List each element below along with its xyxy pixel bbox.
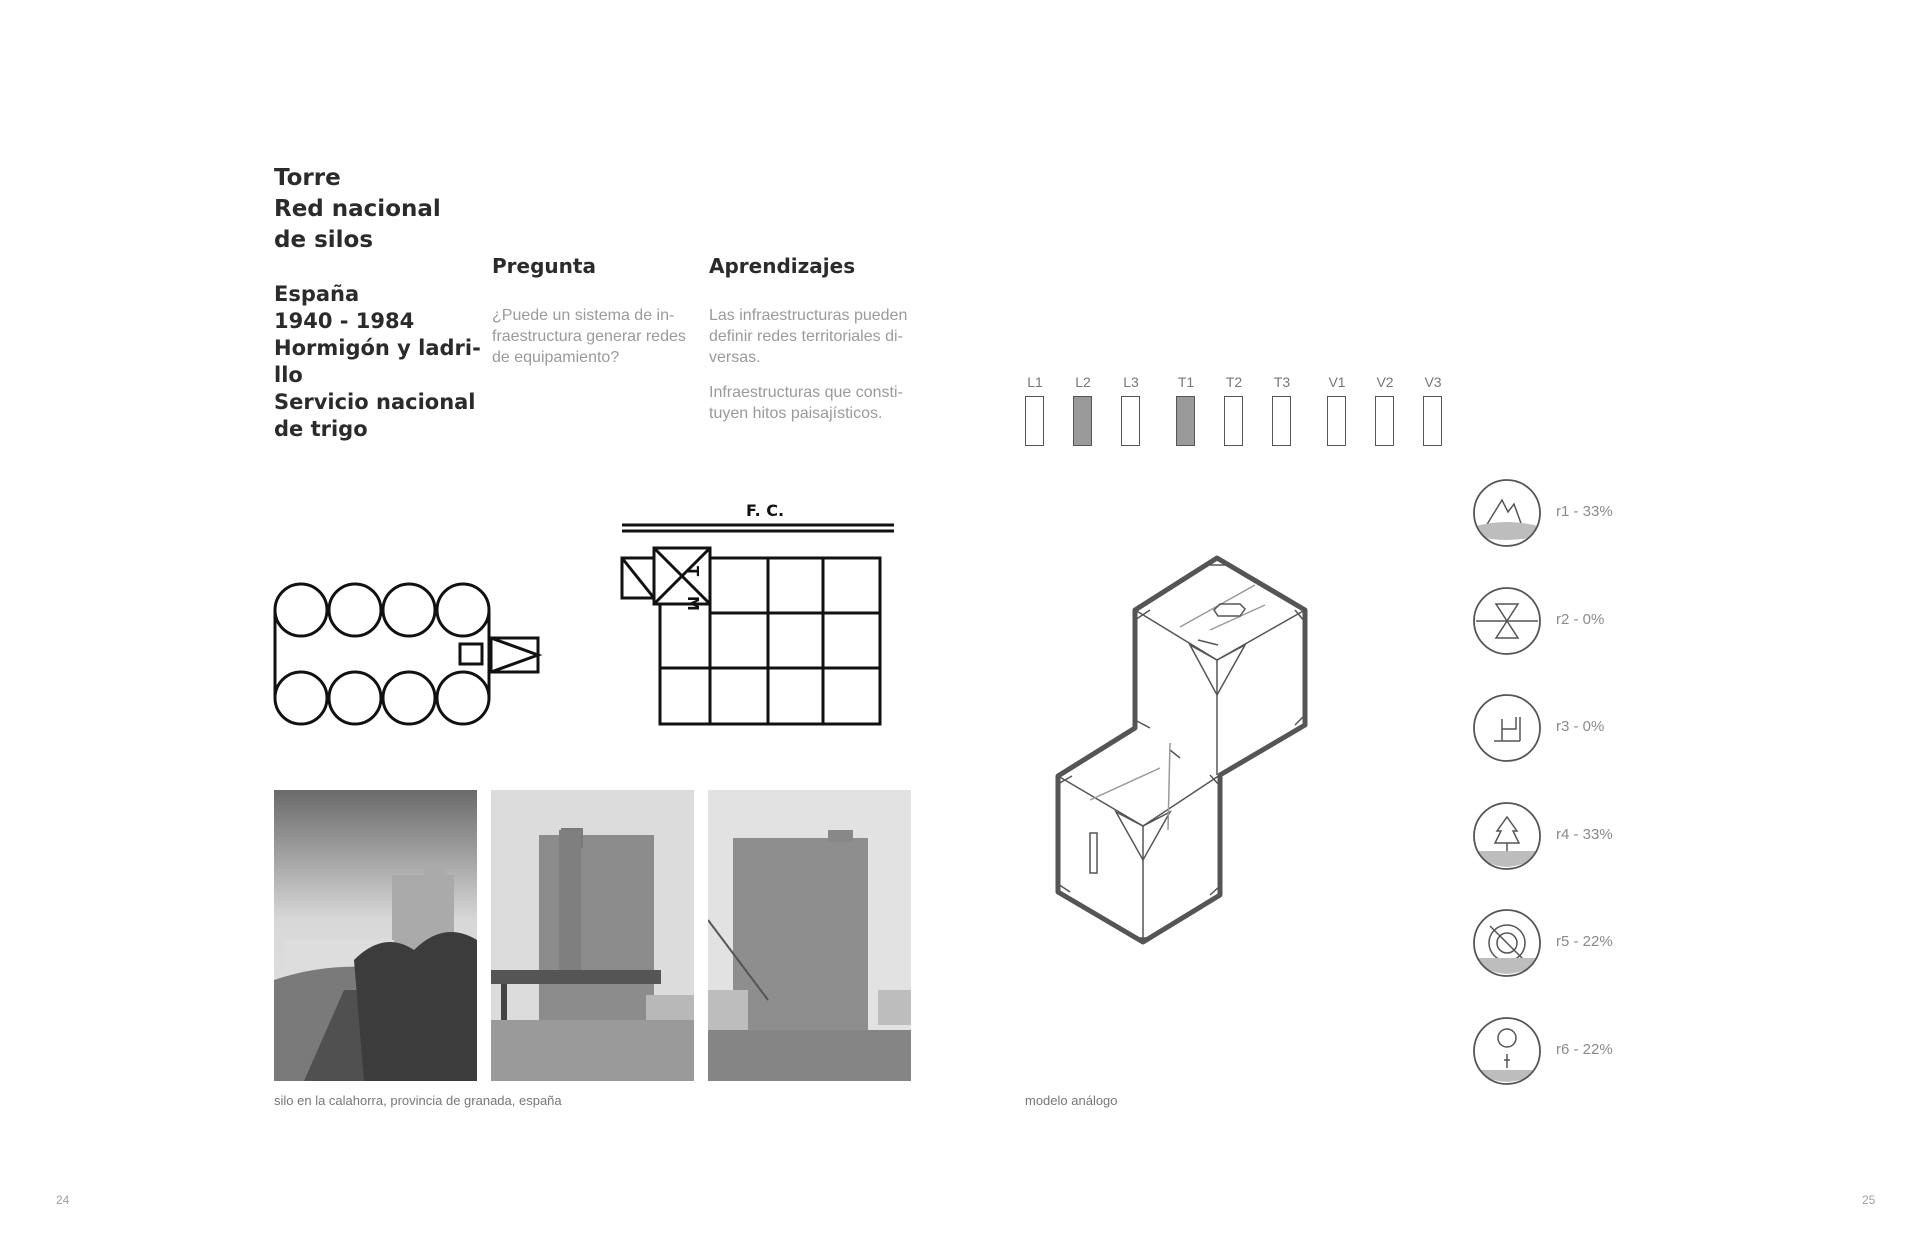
- title-line: Red nacional: [274, 196, 441, 222]
- meta-years: 1940 - 1984: [274, 309, 415, 333]
- bar-l3: [1121, 396, 1140, 446]
- pregunta-paragraph: ¿Puede un sistema de in-fraestructura generar redes de equipamiento?: [492, 307, 686, 366]
- mountain-icon: [1472, 478, 1542, 548]
- tree-icon: [1472, 801, 1542, 871]
- photo-silo-front: [491, 790, 694, 1081]
- analog-model-drawing: [1050, 550, 1320, 950]
- ring-label: r6 - 22%: [1556, 1040, 1613, 1058]
- bar-label-v3: V3: [1424, 374, 1442, 390]
- meta-material-cont: llo: [274, 363, 303, 387]
- meta-client: Servicio nacional: [274, 390, 476, 414]
- bar-label-v2: V2: [1376, 374, 1394, 390]
- rating-ring-item: [1472, 908, 1542, 983]
- plan-letter-m: M: [684, 596, 702, 611]
- person-icon: [1472, 1016, 1542, 1086]
- ring-label: r4 - 33%: [1556, 825, 1613, 843]
- bar-t3: [1272, 396, 1291, 446]
- bar-l2: [1073, 396, 1092, 446]
- pregunta-heading: Pregunta: [492, 254, 596, 278]
- bar-label-l3: L3: [1123, 374, 1139, 390]
- pregunta-text: [492, 305, 697, 382]
- model-caption: modelo análogo: [1025, 1093, 1118, 1108]
- meta-material: Hormigón y ladri-: [274, 336, 481, 360]
- bar-v1: [1327, 396, 1346, 446]
- bar-label-l2: L2: [1075, 374, 1091, 390]
- plan-letter-t: T: [684, 566, 702, 577]
- rating-ring-item: [1472, 693, 1542, 768]
- bar-label-l1: L1: [1027, 374, 1043, 390]
- meta-client-cont: de trigo: [274, 417, 368, 441]
- ring-label: r3 - 0%: [1556, 718, 1605, 735]
- rating-ring-item: [1472, 801, 1542, 876]
- page-number-right: 25: [1862, 1193, 1876, 1207]
- bar-label-t1: T1: [1177, 374, 1195, 390]
- rating-ring-item: [1472, 478, 1542, 553]
- title-line: de silos: [274, 227, 374, 253]
- meta-country: España: [274, 282, 360, 306]
- silo-plan-drawing: [272, 570, 548, 740]
- aprendizajes-heading: Aprendizajes: [709, 254, 856, 278]
- aprendizajes-paragraph: Infraestructuras que consti-tuyen hitos paisajísticos.: [709, 384, 903, 422]
- project-title: [274, 163, 441, 256]
- bar-label-v1: V1: [1328, 374, 1346, 390]
- rating-ring-item: [1472, 1016, 1542, 1091]
- title-line: Torre: [274, 165, 341, 191]
- aprendizajes-text: [709, 305, 914, 438]
- ring-label: r5 - 22%: [1556, 933, 1613, 950]
- no-entry-icon: [1472, 908, 1542, 978]
- photos-caption: silo en la calahorra, provincia de granada, españa: [274, 1093, 562, 1108]
- bar-label-t3: T3: [1273, 374, 1291, 390]
- bar-l1: [1025, 396, 1044, 446]
- railway-plan-drawing: [618, 518, 898, 728]
- bar-v3: [1423, 396, 1442, 446]
- project-meta: [274, 281, 481, 443]
- rating-ring-item: [1472, 586, 1542, 661]
- bar-v2: [1375, 396, 1394, 446]
- ring-label: r1 - 33%: [1556, 503, 1613, 520]
- page-number-left: 24: [56, 1193, 70, 1207]
- building-icon: [1472, 693, 1542, 763]
- bar-label-t2: T2: [1225, 374, 1243, 390]
- photo-silo-side: [708, 790, 911, 1081]
- hourglass-icon: [1472, 586, 1542, 656]
- bar-t2: [1224, 396, 1243, 446]
- photo-silo-landscape: [274, 790, 477, 1081]
- ring-label: r2 - 0%: [1556, 610, 1605, 628]
- plan-fc-label: F. C.: [746, 501, 785, 520]
- aprendizajes-paragraph: Las infraestructuras pueden definir redes territoriales di-versas.: [709, 307, 908, 366]
- bar-t1: [1176, 396, 1195, 446]
